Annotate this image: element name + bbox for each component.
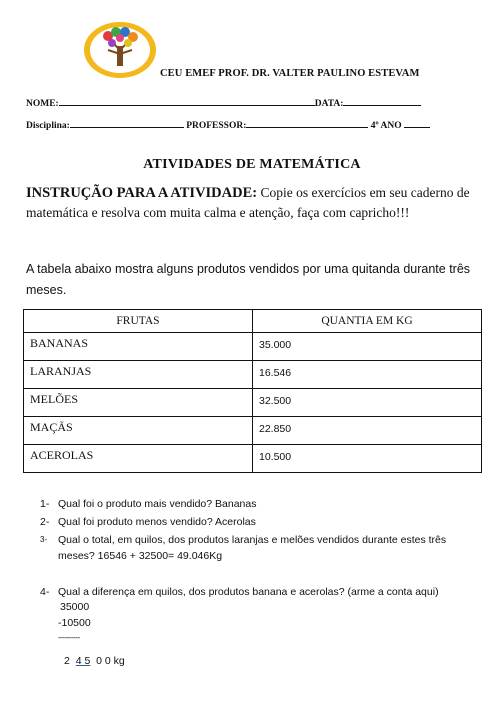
table-row <box>24 389 482 417</box>
fruit-kg: 16.546 <box>253 361 482 389</box>
result-part-b: 4 5 <box>75 655 91 667</box>
fruit-name: MELÕES <box>24 389 253 417</box>
fruit-kg: 35.000 <box>253 333 482 361</box>
instruction-text: Copie os exercícios em seu caderno de matemática e resolva com muita calma e atenção, faça com capricho!!! <box>26 185 470 220</box>
instruction-label: INSTRUÇÃO PARA A ATIVIDADE: <box>26 185 258 201</box>
data-field[interactable] <box>343 96 421 106</box>
result-part-a: 2 <box>64 655 70 667</box>
table-header-quantia: QUANTIA EM KG <box>253 310 482 333</box>
question-2 <box>40 514 490 530</box>
table-row <box>24 417 482 445</box>
question-text: Qual a diferença em quilos, dos produtos banana e acerolas? (arme a conta aqui) <box>58 586 439 598</box>
work-line-1: 35000 <box>60 601 90 613</box>
question-number: 2- <box>40 516 50 528</box>
question-number: 4- <box>40 586 50 598</box>
disciplina-label: Disciplina: <box>26 121 70 131</box>
question-number: 3- <box>40 535 48 544</box>
data-label: DATA: <box>314 99 344 109</box>
nome-line <box>26 96 421 109</box>
question-number: 1- <box>40 498 50 510</box>
fruit-name: ACEROLAS <box>24 445 253 473</box>
school-logo <box>82 20 158 80</box>
professor-label: PROFESSOR: <box>186 121 247 131</box>
question-3 <box>40 532 490 564</box>
work-result <box>64 655 125 667</box>
school-name: CEU EMEF PROF. DR. VALTER PAULINO ESTEVAM <box>160 68 420 79</box>
fruit-name: BANANAS <box>24 333 253 361</box>
question-4 <box>40 584 490 600</box>
question-text: Qual foi produto menos vendido? Acerolas <box>58 516 256 528</box>
fruit-kg: 22.850 <box>253 417 482 445</box>
table-row <box>24 361 482 389</box>
nome-label: NOME: <box>26 99 59 109</box>
work-line-3: ---------- <box>58 633 80 642</box>
question-1 <box>40 496 490 512</box>
question-text: Qual o total, em quilos, dos produtos laranjas e melões vendidos durante estes três meses? 16546 + 32500= 49.046Kg <box>58 534 447 562</box>
intro-text: A tabela abaixo mostra alguns produtos vendidos por uma quitanda durante três meses. <box>26 262 471 297</box>
fruits-table <box>23 309 482 473</box>
fruit-name: LARANJAS <box>24 361 253 389</box>
table-header-frutas: FRUTAS <box>24 310 253 333</box>
ano-field[interactable] <box>404 118 430 128</box>
fruit-kg: 10.500 <box>253 445 482 473</box>
work-line-2: -10500 <box>58 617 91 629</box>
nome-field[interactable] <box>59 96 315 106</box>
fruit-name: MAÇÃS <box>24 417 253 445</box>
question-text: Qual foi o produto mais vendido? Bananas <box>58 498 257 510</box>
professor-field[interactable] <box>246 118 368 128</box>
page-title: ATIVIDADES DE MATEMÁTICA <box>143 157 361 172</box>
disciplina-field[interactable] <box>70 118 184 128</box>
fruit-kg: 32.500 <box>253 389 482 417</box>
disciplina-line <box>26 118 430 131</box>
result-part-c: 0 0 kg <box>96 655 125 667</box>
table-row <box>24 333 482 361</box>
instruction <box>26 183 486 223</box>
ano-label: 4º ANO <box>370 121 402 131</box>
table-row <box>24 445 482 473</box>
